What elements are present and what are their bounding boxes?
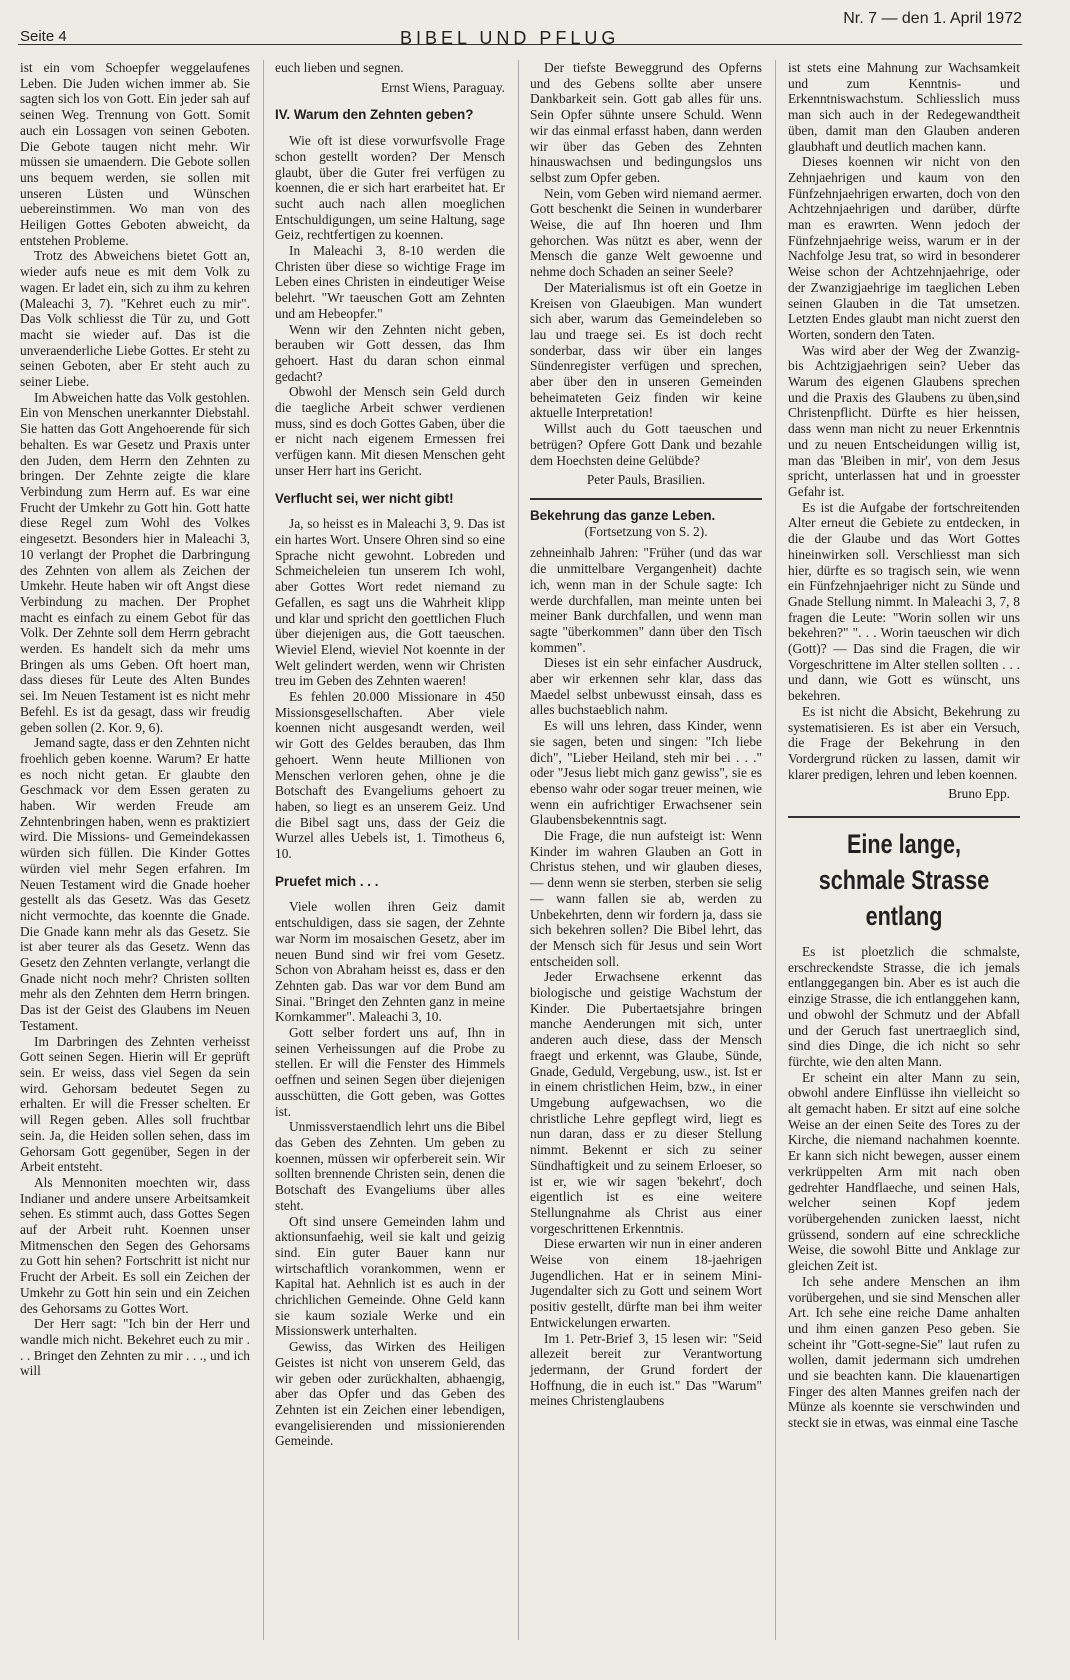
paragraph: Im Abweichen hatte das Volk gestohlen. Ein von Menschen unerkannter Diebstahl. Sie hatten das Gott Angehoerende für sich behalten. Es war Gesetz und Praxis unter den Juden, dem Herrn den Zehnten zu bringen. Der Zehnte zeigte die klare Verbindung zum Herrn auf. Es war eine Frucht der Umkehr zu Gott hin. Gott hatte diese Regel zum Wohl des Volkes eingesetzt. Besonders hier in Maleachi 3, 10 verlangt der Prophet die Darbringung des Zehnten von allem als Zeichen der Umkehr. Heute haben wir oft Angst diese Verbindung zu machen. Der Prophet macht es einfach zu einem Gebot für das Volk. Der Zehnte soll dem Herrn gebracht werden. Es handelt sich da mehr ums Bringen als ums Geben. Oft hoert man, dass dieses für Leute des Alten Bundes sei. Im Neuen Testament ist es nicht mehr Befehl. Es ist da gesagt, dass wir freudig geben sollen (2. Kor. 9, 6). xyxy=(20,389,250,735)
column-3 xyxy=(530,60,762,1409)
article-subheading: (Fortsetzung von S. 2). xyxy=(584,523,708,539)
page-number: Seite 4 xyxy=(20,28,67,45)
page-header xyxy=(18,6,1022,46)
paragraph: Gewiss, das Wirken des Heiligen Geistes ist nicht von unserem Geld, das wir geben oder zurückhalten, abhaengig, aber das Opfer und das Geben des Zehnten ist ein Zeichen einer lebendigen, evangelisierenden und missionierenden Gemeinde. xyxy=(275,1339,505,1449)
paragraph: Willst auch du Gott taeuschen und betrügen? Opfere Gott Dank und bezahle dem Hoechsten deine Gelübde? xyxy=(530,421,762,468)
paragraph: zehneinhalb Jahren: "Früher (und das war die unmittelbare Vergangenheit) dachte ich, wenn man in der Schule sagte: Ich werde durchfallen, man meinte unten bei meiner Bank durchfallen, und wenn man sagte "überkommen" dann über den Tisch kommen". xyxy=(530,545,762,655)
paragraph: Nein, vom Geben wird niemand aermer. Gott beschenkt die Seinen in wunderbarer Weise, die auf Ihn hoeren und Ihm gehorchen. Was nützt es aber, wenn der Mensch die ganze Welt gewoenne und nehme doch Schaden an seiner Seele? xyxy=(530,185,762,280)
paragraph: Trotz des Abweichens bietet Gott an, wieder aufs neue es mit dem Volk zu wagen. Er ladet ein, sich zu ihm zu kehren (Maleachi 3, 7). "Kehret euch zu mir". Das Volk schliesst die Tür zu, und Gott macht sie wieder auf. Das ist die unveraenderliche Liebe Gottes. Er steht zu seinen Geboten, aber Er steht auch zu seiner Liebe. xyxy=(20,248,250,390)
newspaper-title: BIBEL UND PFLUG xyxy=(400,28,620,48)
paragraph: Wenn wir den Zehnten nicht geben, berauben wir Gott dessen, das Ihm gehoert. Hast du daran schon einmal gedacht? xyxy=(275,321,505,384)
paragraph: Unmissverstaendlich lehrt uns die Bibel das Geben des Zehnten. Um geben zu koennen, müssen wir opferbereit sein. Wir sollten brennende Christen sein, denen die Botschaft des Evangeliums über alles steht. xyxy=(275,1119,505,1213)
author-signature: Peter Pauls, Brasilien. xyxy=(586,472,706,488)
column-2 xyxy=(275,60,505,1449)
paragraph: Er scheint ein alter Mann zu sein, obwohl andere Einflüsse ihn vielleicht so alt gemacht haben. Er sitzt auf eine solche Weise an der einen Seite des Tores zu der Kirche, die niemand nachahmen koennte. Er kann sich nicht bewegen, ausser einem verkrüppelten Arm mit nach oben gedrehter Handflaeche, und seinen Hals, welcher seinen Kopf jedem vorübergehenden zunicken laesst, nicht grüssend, sondern auf eine schreckliche Weise, die sowohl Bitte und Anklage zur gleichen Zeit ist. xyxy=(788,1069,1020,1274)
paragraph: Diese erwarten wir nun in einer anderen Weise von einem 18-jaehrigen Jugendlichen. Hat er in seinem Mini-Jugendalter sich zu Gott und seinem Wort positiv gestellt, dürfte man bei ihm weiter Entwickelungen erwarten. xyxy=(530,1236,762,1330)
paragraph: Der Materialismus ist oft ein Goetze in Kreisen von Glaeubigen. Man wundert sich aber, warum das Gemeindeleben so lau und traege sei. Es ist doch recht sonderbar, dass wir über ein langes Sündenregister verfügen und sprechen, aber über den in unseren Gemeinden beheimateten Geiz finden wir keine aktuelle Interpretation! xyxy=(530,279,762,421)
paragraph: Als Mennoniten moechten wir, dass Indianer und andere unsere Arbeitsamkeit sehen. Es stimmt auch, dass Gottes Segen auf der Arbeit ruht. Koennen unser Mitmenschen den Segen des Gehorsams zu Gott hin sehen? Fortschritt ist nicht nur Frucht der Arbeit. Es soll ein Zeichen der Umkehr zu Gott hin sein und ein Zeichen des Gehorsams zu Gottes Wort. xyxy=(20,1174,250,1316)
article-headline: Eine lange, schmale Strasse entlang xyxy=(818,829,990,932)
paragraph: Es fehlen 20.000 Missionare in 450 Missionsgesellschaften. Aber viele koennen nicht ausgesandt werden, weil wir Gott des Geldes berauben, das Ihm gehoert. Wenn heute Millionen von Menschen verloren gehen, ohne je die Botschaft des Evangeliums gehoert zu haben, so liegt es an unserem Geiz. Und die Bibel sagt uns, dass der Geiz die Wurzel alles Uebels ist, 1. Timotheus 6, 10. xyxy=(275,689,505,862)
paragraph: Gott selber fordert uns auf, Ihn in seinen Verheissungen auf die Probe zu stellen. Er will die Fenster des Himmels oeffnen und seinen Segen über diejenigen ausschütten, die Gott geben, was Gottes ist. xyxy=(275,1025,505,1119)
section-heading: Pruefet mich . . . xyxy=(275,873,379,889)
column-divider xyxy=(263,60,264,1640)
paragraph: Obwohl der Mensch sein Geld durch die taegliche Arbeit schwer verdienen muss, sind es doch Gottes Gaben, über die er nicht nach eigenem Ermessen frei verfügen kann. Mit diesen Menschen geht unser Herr hart ins Gericht. xyxy=(275,384,505,478)
paragraph: Im 1. Petr-Brief 3, 15 lesen wir: "Seid allezeit bereit zur Verantwortung jedermann, der Grund fordert der Hoffnung, die in euch ist." Das "Warum" meines Christenglaubens xyxy=(530,1330,762,1409)
paragraph: Es ist nicht die Absicht, Bekehrung zu systematisieren. Es ist aber ein Versuch, die Frage der Bekehrung in den Vordergrund rücken zu lassen, damit wir klarer predigen, lehren und leben koennen. xyxy=(788,703,1020,782)
paragraph: Dieses ist ein sehr einfacher Ausdruck, aber wir erkennen sehr klar, dass das Maedel selbst unbewusst einsah, dass es alles buchstaeblich nahm. xyxy=(530,655,762,718)
paragraph: ist stets eine Mahnung zur Wachsamkeit und zum Kenntnis- und Erkenntniswachstum. Schliesslich muss man sich auch in der Redegewandtheit üben, damit man den Glauben anderen glaubhaft und deutlich machen kann. xyxy=(788,60,1020,154)
paragraph: In Maleachi 3, 8-10 werden die Christen über diese so wichtige Frage im Leben eines Christen in eindeutiger Weise belehrt. "Wr taeuschen Gott am Zehnten und am Hebeopfer." xyxy=(275,243,505,321)
paragraph: Jeder Erwachsene erkennt das biologische und geistige Wachstum der Kinder. Die Pubertaetsjahre bringen manche Aenderungen mit sich, unter anderen auch diese, dass der Mensch fraegt und erkennt, was Glaube, Sünde, Gnade, Geduld, Vergebung, usw., ist. Ist er in einem christlichen Heim, bzw., in einer Umgebung aufgewachsen, wo die christliche Lehre gepflegt wird, liegt es nun daran, dass er zu dieser Stellung nimmt. Bekennt er sich zu seiner Sündhaftigkeit und zu seinem Erloeser, so ist er, wie wir sagen 'bekehrt', doch eigentlich ist es eine weitere Stellungnahme als Christ aus einer vorgeschrittenen Erkenntnis. xyxy=(530,969,762,1236)
author-signature: Bruno Epp. xyxy=(948,786,1010,802)
paragraph: Viele wollen ihren Geiz damit entschuldigen, dass sie sagen, der Zehnte war Norm im mosaischen Gesetz, aber im neuen Bund sind wir frei vom Gesetz. Schon von Abraham heisst es, dass er den Zehnten gab. Das war vor dem Bund am Sinai. "Bringet den Zehnten ganz in meine Kornkammer". Maleachi 3, 10. xyxy=(275,899,505,1025)
paragraph: Die Frage, die nun aufsteigt ist: Wenn Kinder im wahren Glauben an Gott in Christus stehen, und wir glauben dieses, — denn wenn sie sterben, sterben sie selig — wann fallen sie ab, werden zu Unbekehrten, denn wir fordern ja, dass sie sich bekehren sollen? Die Bibel lehrt, das der Mensch sich für Jesus und sein Wort entscheiden soll. xyxy=(530,828,762,969)
paragraph: Ja, so heisst es in Maleachi 3, 9. Das ist ein hartes Wort. Unsere Ohren sind so eine Sprache nicht gewohnt. Lobreden und Schmeicheleien tun unserem Ich wohl, aber Gottes Wort redet niemand zu Gefallen, es sagt uns die Wahrheit klipp und klar und spricht den goettlichen Fluch über diejenigen aus, die Gott taeuschen. Wieviel Elend, wieviel Not koennte in der Welt gelindert werden, wenn wir Christen treu im Geben des Zehnten waeren! xyxy=(275,516,505,689)
paragraph: Ich sehe andere Menschen an ihm vorübergehen, und sie sind Menschen aller Art. Ich sehe eine reiche Dame anhalten und ihm einen ganzen Peso geben. Sie scheint ihr "Gott-segne-Sie" laut rufen zu wollen, damit jedermann sich umdrehen und sie beachten kann. Die klauenartigen Finger des alten Mannes greifen nach der Münze als koennte sie verschwinden und steckt sie in etwas, was einmal eine Tasche xyxy=(788,1273,1020,1431)
column-1 xyxy=(20,60,250,1379)
paragraph: Der Herr sagt: "Ich bin der Herr und wandle mich nicht. Bekehret euch zu mir . . . Bringet den Zehnten zu mir . . ., und ich will xyxy=(20,1316,250,1379)
paragraph: Es ist ploetzlich die schmalste, erschreckendste Strasse, die ich jemals entlanggegangen bin. Aber es ist auch die einzige Strasse, die ich entlanggehen kann, und obwohl der Schmutz und der Abfall und der Geruch fast unertraeglich sind, sind dies Dinge, die ich nicht so sehr fürchte, wie den alten Mann. xyxy=(788,944,1020,1069)
paragraph: Oft sind unsere Gemeinden lahm und aktionsunfaehig, weil sie kalt und geizig sind. Ein guter Bauer kann nur wirtschaftlich vorankommen, wenn er Kapital hat. Aehnlich ist es auch in der chrichlichen Gemeinde. Ohne Geld kann sie kaum soziale Werke und ein Missionswerk unterhalten. xyxy=(275,1213,505,1339)
paragraph: Es ist die Aufgabe der fortschreitenden Alter erneut die Gebiete zu entdecken, in die der Glaube und das Wort Gottes hineinwirken soll. Verschliesst man sich hier, dürfte es so tragisch sein, wie wenn ein Fünfzehnjaehriger nicht zu Sünde und Gnade Stellung nimmt. In Maleachi 3, 7, 8 fragen die Leute: "Worin sollen wir uns bekehren?" ". . . Worin taeuschen wir dich (Gott)? — Das sind die Fragen, die wir Vorgeschrittene im Alter stellen sollten . . . und dann, wie Gott es wünscht, uns bekehren. xyxy=(788,499,1020,704)
section-heading: Verflucht sei, wer nicht gibt! xyxy=(275,490,454,506)
column-4 xyxy=(788,60,1020,1431)
section-divider xyxy=(530,498,762,500)
column-divider xyxy=(775,60,776,1640)
column-divider xyxy=(518,60,519,1640)
paragraph: ist ein vom Schoepfer weggelaufenes Leben. Die Juden wichen immer ab. Sie sagten sich los von Gott. Ein jeder sah auf seinen Weg. Trennung von Gott. Somit auch ein Lossagen von seinen Geboten. Die Gebote taugen nicht mehr. Wir müssen sie umaendern. Die Gebote sollen uns bequem werden, sie sollen mit unseren Lüsten und Wünschen uebereinstimmen. Wo man von des Heiligen Gottes Geboten abweicht, da entstehen Probleme. xyxy=(20,60,250,248)
article-heading: Bekehrung das ganze Leben. xyxy=(530,507,716,523)
paragraph: Jemand sagte, dass er den Zehnten nicht froehlich geben koenne. Warum? Er hatte es noch nicht getan. Er glaubte den Geschmack vor dem Essen geraten zu haben. Wir werden Freude am Zehntenbringen haben, wenn es praktiziert wird. Die Missions- und Gemeindekassen würden sich füllen. Die Kinder Gottes würden viel mehr Segen erfahren. Im Neuen Testament wird die Gnade hoeher gestellt als das Gesetz. Was das Gesetz nicht vermochte, das koennte die Gnade. Die Gnade kann mehr als das Gesetz. Sie ist aber teurer als das Gesetz. Wenn das Gesetz den Zehnten verlangte, verlangt die Gnade nicht noch mehr? Christen sollten mehr als den Zehnten dem Herrn bringen. Das ist der Geist des Glaubens im Neuen Testament. xyxy=(20,735,250,1033)
section-divider xyxy=(788,816,1020,818)
issue-date: Nr. 7 — den 1. April 1972 xyxy=(843,10,1022,27)
paragraph: Was wird aber der Weg der Zwanzig- bis Achtzigjaehrigen sein? Ueber das Warum des eigenen Glaubens sprechen und die Praxis des Glaubens zu üben,sind Christenpflicht. Dürfte es hier heissen, dass wenn man nicht zu neuer Erkenntnis und zu neuen Entscheidungen willig ist, man das 'Bleiben in mir', von dem Jesus spricht, unterlassen hat und in groesster Gefahr ist. xyxy=(788,342,1020,499)
paragraph: euch lieben und segnen. xyxy=(275,60,404,75)
paragraph: Dieses koennen wir nicht von den Zehnjaehrigen und kaum von den Fünfzehnjaehrigen erwarten, doch von den Achtzehnjaehrigen und darüber, dürfte man es erawrten. Wenn jedoch der Fünfzehnjaehrige weiss, warum er in der Nachfolge Jesu trat, so wird in besonderer Weise schon der Achtzehnjaehrige, oder der Zwanzigjaehrige im taeglichen Leben seinen Glauben in die Tat umsetzen. Letzten Endes glaubt man nicht zuerst den Worten, sondern den Taten. xyxy=(788,154,1020,342)
paragraph: Im Darbringen des Zehnten verheisst Gott seinen Segen. Hierin will Er geprüft sein. Er weiss, dass viel Segen da sein wird. Gehorsam bedeutet Segen zu erhalten. Er will die Fresser schelten. Er will Regen geben. Alles soll fruchtbar sein. Ja, die Heiden sollen sehen, dass im Gehorsam Gott gegenüber, Segen in der Arbeit entsteht. xyxy=(20,1033,250,1175)
paragraph: Wie oft ist diese vorwurfsvolle Frage schon gestellt worden? Der Mensch glaubt, über die Guter frei verfügen zu koennen, die er sich hart erarbeitet hat. Er sucht auch nach allen moeglichen Entschuldigungen, um seine Haltung, sage Geiz, rechtfertigen zu koennen. xyxy=(275,133,505,243)
author-signature: Ernst Wiens, Paraguay. xyxy=(380,79,505,95)
paragraph: Es will uns lehren, dass Kinder, wenn sie sagen, beten und singen: "Ich liebe dich", "Lieber Heiland, steh mir bei . . ." oder "Jesus liebt mich ganz gewiss", sie es ebenso wahr oder sogar treuer meinen, wie wenn ein aufrichtiger Erwachsener sein Glaubensbekenntnis sagt. xyxy=(530,718,762,828)
paragraph: Der tiefste Beweggrund des Opferns und des Gebens sollte aber unsere Dankbarkeit sein. Gott gab alles für uns. Sein Opfer sühnte unsere Schuld. Wenn wir das einmal erfasst haben, dann werden wir über das Geben des Zehnten hinauswachsen und bedingungslos uns selbst zum Opfer geben. xyxy=(530,60,762,185)
section-heading: IV. Warum den Zehnten geben? xyxy=(275,107,474,123)
header-rule xyxy=(18,44,1022,45)
